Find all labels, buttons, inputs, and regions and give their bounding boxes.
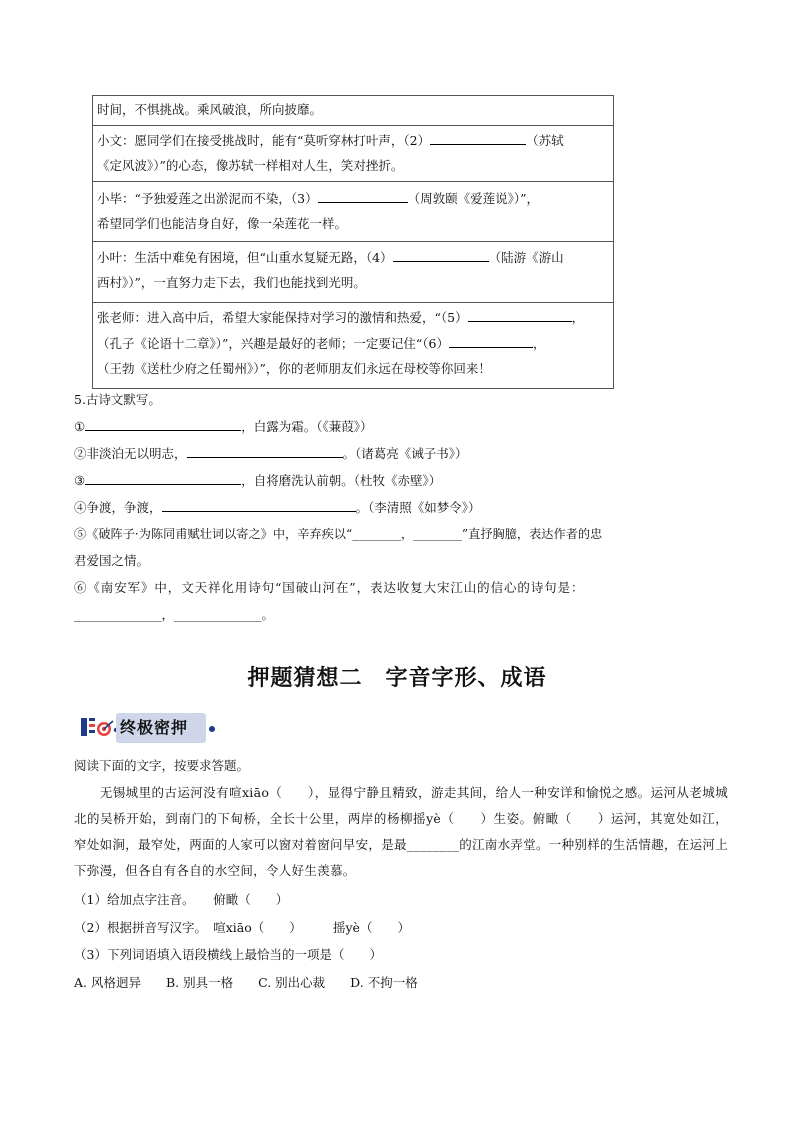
answer-blank[interactable]	[393, 249, 489, 262]
answer-blank[interactable]	[468, 309, 572, 322]
q5-item-3: ③ ，自将磨洗认前朝。（杜牧《赤壁》）	[74, 473, 442, 488]
q5-heading: 5.古诗文默写。	[74, 392, 161, 407]
q5-item-5-line2: 君爱国之情。	[74, 553, 150, 568]
answer-blank[interactable]	[318, 190, 408, 203]
q5-item-2: ②非淡泊无以明志， 。（诸葛亮《诫子书》）	[74, 446, 468, 461]
row-text: 时间，不惧挑战。乘风破浪，所向披靡。	[97, 102, 323, 117]
q5-item-5-line1: ⑤《破阵子·为陈同甫赋壮词以寄之》中，辛弃疾以“________，________”直抒胸臆，表达作者的忠	[74, 527, 603, 541]
row-line: 希望同学们也能洁身自好，像一朵莲花一样。	[97, 216, 348, 231]
answer-blank[interactable]	[430, 132, 526, 145]
q5-item-6-line2: ______________，______________。	[74, 607, 275, 622]
q5-item-4: ④争渡，争渡， 。（李清照《如梦令》）	[74, 500, 481, 515]
answer-blank[interactable]	[187, 445, 343, 458]
reading-intro: 阅读下面的文字，按要求答题。	[74, 758, 250, 773]
answer-options: A. 风格迥异 B. 别具一格 C. 别出心裁 D. 不拘一格	[74, 975, 418, 990]
reading-passage: 无锡城里的古运河没有喧xiāo（ ），显得宁静且精致，游走其间，给人一种安详和愉悦之感。运河从老城城北的吴桥开始，到南门的下甸桥，全长十公里，两岸的杨柳摇yè（ ）生姿。俯瞰（ ）运河，其宽处如江，窄处如涧，最窄处，两面的人家可以窗对着窗问早安，是最________的江南水弄堂。一种别样的生活情趣，在运河上下弥漫，但各自有各自的水空间，令人好生羡慕。	[74, 785, 729, 878]
q5-item-6-line1: ⑥《南安军》中，文天祥化用诗句“国破山河在”，表达收复大宋江山的信心的诗句是：	[74, 580, 585, 595]
question-1: （1）给加点字注音。 俯瞰（ ）	[74, 892, 289, 907]
answer-blank[interactable]	[162, 499, 356, 512]
table-row	[93, 302, 613, 389]
row-line: 《定风波》）”的心态，像苏轼一样相对人生，笑对挫折。	[97, 158, 404, 173]
dot-icon	[208, 725, 216, 733]
table-row	[93, 181, 613, 242]
row-line: 小叶：生活中难免有困境，但“山重水复疑无路，（4） （陆游《游山	[97, 250, 564, 265]
question-3: （3）下列词语填入语段横线上最恰当的一项是（ ）	[74, 947, 382, 962]
row-line: 小毕：“予独爱莲之出淤泥而不染，（3） （周敦颐《爱莲说》）”，	[97, 191, 540, 206]
row-line: 西村》）”，一直努力走下去，我们也能找到光明。	[97, 275, 366, 290]
answer-blank[interactable]	[85, 472, 241, 485]
answer-blank[interactable]	[449, 335, 533, 348]
question-2: （2）根据拼音写汉字。 喧xiāo（ ） 摇yè（ ）	[74, 920, 410, 935]
row-line: （孔子《论语十二章》）”，兴趣是最好的老师；一定要记住“（6） ，	[97, 336, 546, 351]
row-line: 小文：愿同学们在接受挑战时，能有“莫听穿林打叶声，（2） （苏轼	[97, 133, 564, 148]
table-row	[93, 96, 613, 125]
row-line: （王勃《送杜少府之任蜀州》）”，你的老师朋友们永远在母校等你回来！	[97, 361, 491, 376]
quote-table	[92, 95, 614, 389]
section-title: 押题猜想二 字音字形、成语	[247, 666, 547, 691]
section-banner	[80, 713, 216, 743]
banner-label: 终极密押	[120, 718, 189, 737]
table-row	[93, 125, 613, 182]
q5-item-1: ① ，白露为霜。（《蒹葭》）	[74, 419, 373, 434]
target-icon	[80, 713, 120, 743]
row-line: 张老师：进入高中后，希望大家能保持对学习的激情和热爱，“（5） ，	[97, 310, 585, 325]
answer-blank[interactable]	[85, 418, 241, 431]
table-row	[93, 241, 613, 303]
